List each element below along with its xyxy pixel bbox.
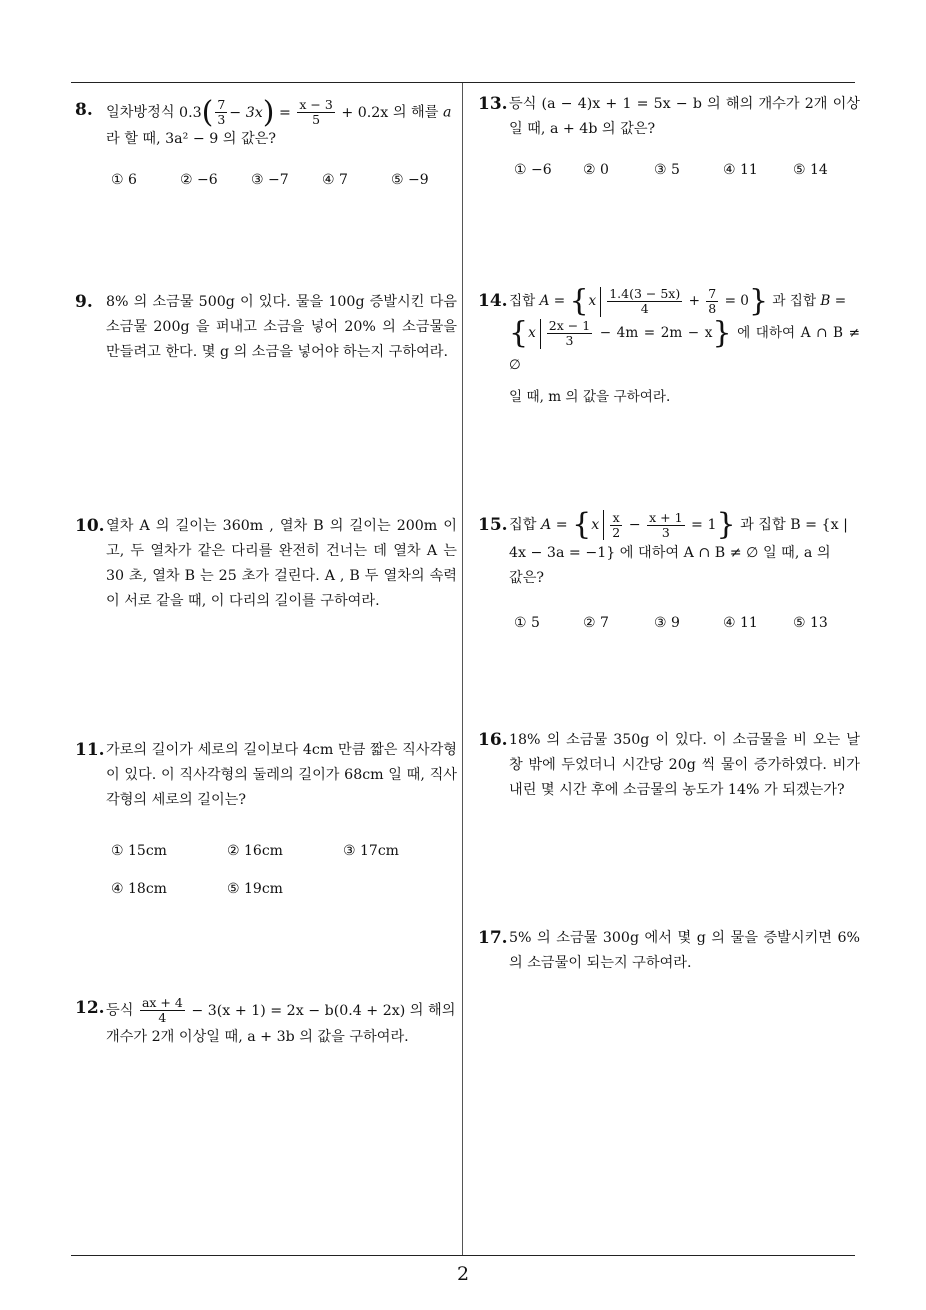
column-divider — [462, 83, 463, 1256]
problem-number: 17. — [478, 928, 508, 948]
choice-5: ⑤ 19cm — [227, 881, 283, 897]
problem-text: 5% 의 소금물 300g 에서 몇 g 의 물을 증발시키면 6% 의 소금물이 되는지 구하여라. — [509, 930, 860, 971]
problem-number: 14. — [478, 291, 508, 311]
problem-text: 집합 A = {x $\frac{x}{2}$ − $\frac{x + 1}{3}$ = 1} 과 집합 B = {x | 4x − 3a = −1} 에 대하여 A ∩ B ≠ ∅ 일 때, a 의 값은? — [509, 507, 848, 586]
choice-1: ① −6 — [514, 162, 552, 178]
problem-text: 열차 A 의 길이는 360m , 열차 B 의 길이는 200m 이고, 두 열차가 같은 다리를 완전히 건너는 데 열차 A 는 30 초, 열차 B 는 25 초가 걸린다. A , B 두 열차의 속력이 서로 같을 때, 이 다리의 길이를 구하여라. — [106, 518, 457, 609]
problem-number: 13. — [478, 94, 508, 114]
problem-17 — [478, 926, 860, 976]
answer-choices — [509, 611, 860, 637]
choice-4: ④ 7 — [322, 172, 348, 188]
problem-13 — [478, 92, 860, 184]
choice-2: ② 0 — [583, 162, 609, 178]
problem-text: 집합 A = {x $\frac{1.4(3 - 5x)}{4}$ + $\frac{7}{8}$ = 0} 과 집합 B = {x $\frac{2x - 1}{3}$ − 4m = 2m − x} 에 대하여 A ∩ B ≠ ∅ 일 때, m 의 값을 구하여라. — [509, 283, 860, 405]
choice-3: ③ 17cm — [343, 843, 399, 859]
fraction: $\frac{1.4(3 - 5x)}{4}$ — [609, 286, 681, 316]
problem-number: 16. — [478, 730, 508, 750]
problem-number: 9. — [75, 292, 93, 312]
choice-3: ③ 5 — [654, 162, 680, 178]
fraction: $\frac{7}{8}$ — [708, 286, 717, 316]
problem-text: 등식 $\frac{ax + 4}{4}$ − 3(x + 1) = 2x − b(0.4 + 2x) 의 해의 개수가 2개 이상일 때, a + 3b 의 값을 구하여라. — [106, 995, 456, 1045]
problem-text: 가로의 길이가 세로의 길이보다 4cm 만큼 짧은 직사각형이 있다. 이 직사각형의 둘레의 길이가 68cm 일 때, 직사각형의 세로의 길이는? — [106, 742, 457, 808]
choice-5: ⑤ 13 — [793, 615, 828, 631]
problem-number: 11. — [75, 740, 105, 760]
choice-2: ② 16cm — [227, 843, 283, 859]
choice-3: ③ 9 — [654, 615, 680, 631]
problem-number: 15. — [478, 515, 508, 535]
fraction: $\frac{x}{2}$ — [612, 509, 621, 540]
top-rule — [71, 82, 855, 83]
fraction: $\frac{x - 3}{5}$ — [299, 97, 333, 127]
choice-3: ③ −7 — [251, 172, 289, 188]
choice-4: ④ 18cm — [111, 881, 167, 897]
problem-11 — [75, 738, 457, 903]
problem-text: 8% 의 소금물 500g 이 있다. 물을 100g 증발시킨 다음 소금물 200g 을 퍼내고 소금을 넣어 20% 의 소금물을 만들려고 한다. 몇 g 의 소금을 넣어야 하는지 구하여라. — [106, 294, 457, 360]
answer-choices — [509, 158, 860, 184]
problem-14 — [478, 285, 860, 413]
fraction: $\frac{ax + 4}{4}$ — [141, 995, 183, 1025]
choice-5: ⑤ 14 — [793, 162, 828, 178]
choice-1: ① 15cm — [111, 843, 167, 859]
problem-8 — [75, 94, 457, 194]
problem-text: 18% 의 소금물 350g 이 있다. 이 소금물을 비 오는 날 창 밖에 두었더니 시간당 20g 씩 물이 증가하였다. 비가 내린 몇 시간 후에 소금물의 농도가 14% 가 되겠는가? — [509, 732, 860, 798]
choice-4: ④ 11 — [723, 162, 758, 178]
page-number: 2 — [456, 1263, 470, 1285]
problem-15 — [478, 509, 860, 637]
choice-2: ② 7 — [583, 615, 609, 631]
fraction: $\frac{7}{3}$ — [217, 97, 226, 127]
fraction: $\frac{x + 1}{3}$ — [649, 509, 683, 540]
choice-4: ④ 11 — [723, 615, 758, 631]
choice-1: ① 5 — [514, 615, 540, 631]
answer-choices — [106, 839, 457, 865]
choice-1: ① 6 — [111, 172, 137, 188]
problem-number: 8. — [75, 100, 93, 120]
bottom-rule — [71, 1255, 855, 1256]
choice-5: ⑤ −9 — [391, 172, 429, 188]
problem-9 — [75, 290, 457, 365]
problem-16 — [478, 728, 860, 803]
answer-choices — [106, 877, 457, 903]
problem-10 — [75, 514, 457, 614]
problem-number: 10. — [75, 516, 105, 536]
problem-12 — [75, 996, 457, 1050]
problem-number: 12. — [75, 998, 105, 1018]
problem-text: 등식 (a − 4)x + 1 = 5x − b 의 해의 개수가 2개 이상일 때, a + 4b 의 값은? — [509, 96, 860, 137]
choice-2: ② −6 — [180, 172, 218, 188]
fraction: $\frac{2x - 1}{3}$ — [548, 318, 591, 348]
answer-choices — [106, 168, 457, 194]
problem-text: 일차방정식 0.3( $\frac{7}{3}$ − 3x) = $\frac{x - 3}{5}$ + 0.2x 의 해를 a 라 할 때, 3a² − 9 의 값은? — [106, 94, 452, 147]
